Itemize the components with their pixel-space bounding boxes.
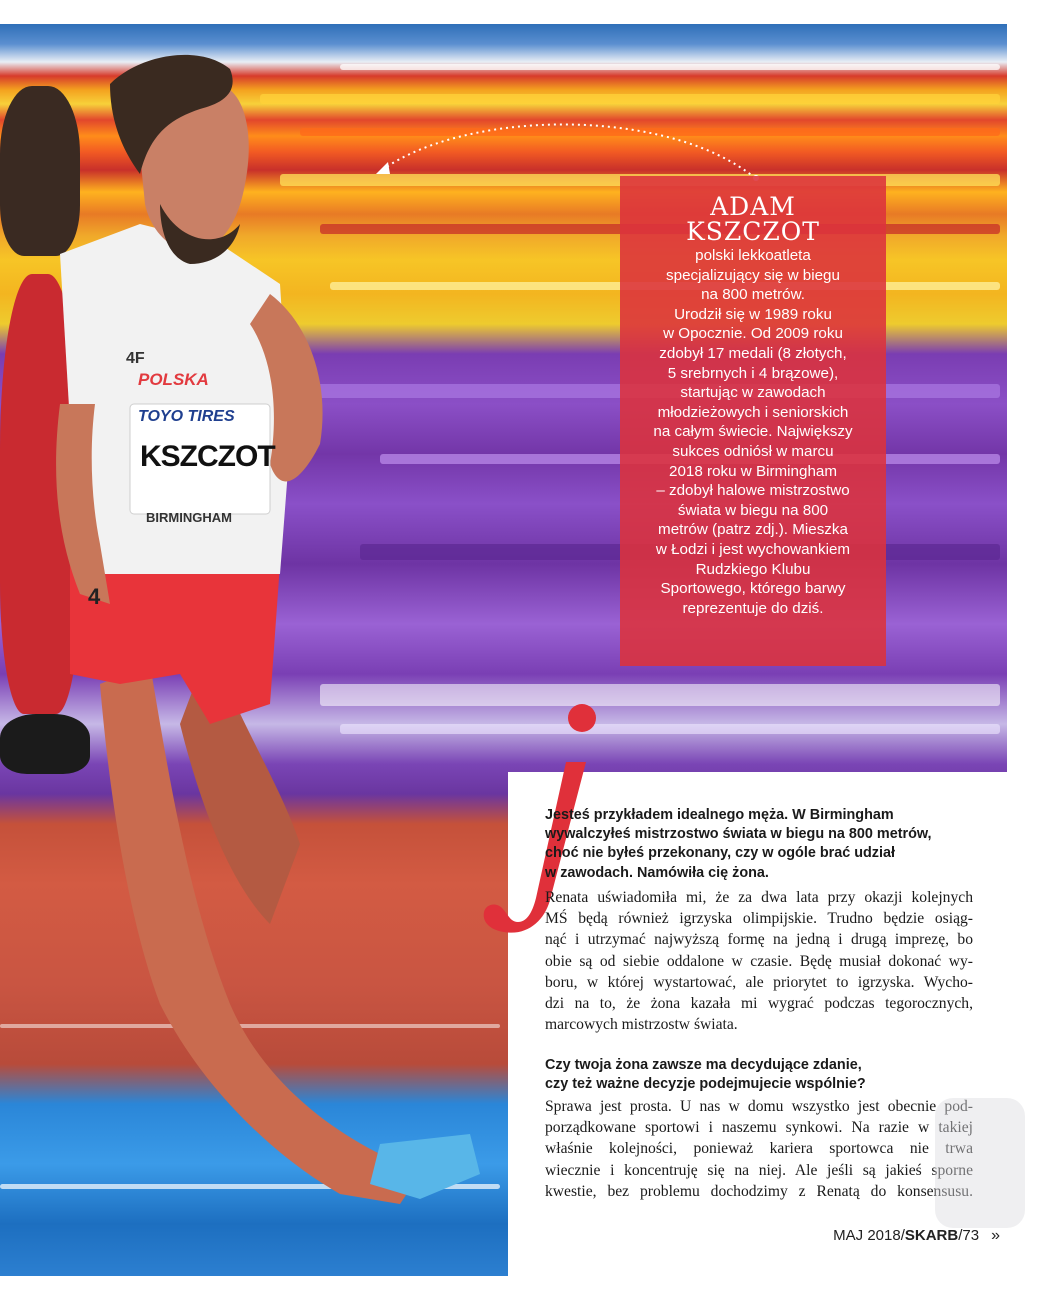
bio-line: w Opocznie. Od 2009 roku (663, 325, 843, 343)
question-line: w zawodach. Namówiła cię żona. (545, 864, 769, 881)
answer-line: obie są od siebie oddalone w czasie. Będę musiał dokonać wy- (545, 952, 973, 970)
bib-location: BIRMINGHAM (146, 510, 232, 525)
question-line: Czy twoja żona zawsze ma decydujące zdanie, (545, 1057, 862, 1073)
bib-athlete-name: KSZCZOT (140, 440, 275, 473)
bio-line: metrów (patrz zdj.). Mieszka (658, 521, 848, 539)
bio-line: startując w zawodach (680, 384, 826, 402)
profile-name-last: KSZCZOT (686, 217, 820, 246)
answer-line: boru, w której wystartować, ale priorytet to igrzyska. Wycho- (545, 973, 973, 991)
bio-line: Sportowego, którego barwy (660, 580, 846, 598)
bio-line: – zdobył halowe mistrzostwo (656, 482, 850, 500)
question-line: czy też ważne decyzje podejmujecie wspólnie? (545, 1076, 866, 1093)
page-footer (833, 1227, 1000, 1245)
shirt-brand-mark: 4F (126, 350, 145, 367)
answer-line: nąć i utrzymać najwyższą formę na jedną i drugą imprezę, bo (545, 931, 973, 949)
bio-line: młodzieżowych i seniorskich (657, 403, 849, 421)
question-line: wywalczyłeś mistrzostwo świata w biegu na 800 metrów, (545, 826, 932, 843)
bio-line: Urodził się w 1989 roku (674, 305, 832, 323)
hip-number: 4 (88, 584, 101, 609)
bio-line: Rudzkiego Klubu (695, 560, 811, 578)
footer-issue: MAJ 2018 (833, 1227, 901, 1244)
bio-line: polski lekkoatleta (695, 247, 811, 264)
shirt-country-text: POLSKA (138, 370, 209, 389)
page-bottom-margin (0, 1276, 1038, 1300)
answer-line: właśnie kolejności, ponieważ kariera sportowca nie trwa (545, 1140, 973, 1158)
bio-line: specjalizujący się w biegu (666, 266, 840, 284)
answer-line: Sprawa jest prosta. U nas w domu wszystko jest obecnie pod- (545, 1098, 973, 1115)
runner-figure (0, 24, 520, 1274)
answer-line: marcowych mistrzostw świata. (545, 1016, 738, 1034)
profile-name-first: ADAM (710, 192, 796, 221)
bio-line: na 800 metrów. (701, 286, 805, 304)
answer-2 (545, 1096, 973, 1202)
bio-line: w Łodzi i jest wychowankiem (655, 540, 851, 558)
answer-line: dzi na to, że żona kazała mi wygrać podczas tegorocznych, (545, 995, 973, 1013)
bio-line: sukces odniósł w marcu (672, 442, 834, 460)
next-page-icon[interactable]: » (991, 1227, 1000, 1244)
athlete-profile-box (620, 176, 886, 666)
footer-separator: / (900, 1227, 905, 1244)
watermark-logo (935, 1098, 1025, 1228)
question-line: Jesteś przykładem idealnego męża. W Birmingham (545, 807, 894, 823)
answer-line: wiecznie i koncentruję się na niej. Ale jeśli są jakieś sporne (545, 1161, 973, 1179)
footer-separator: / (958, 1227, 963, 1244)
answer-line: porządkowane sportowi i naszemu synkowi. Na razie w takiej (545, 1119, 973, 1137)
answer-1 (545, 887, 973, 1035)
bio-line: na całym świecie. Największy (653, 423, 853, 441)
bio-line: 2018 roku w Birmingham (669, 462, 837, 480)
answer-line: MŚ będą również igrzyska olimpijskie. Trudno będzie osiąg- (545, 910, 973, 928)
question-2 (545, 1056, 866, 1094)
profile-bio (634, 246, 872, 618)
answer-line: kwestie, bez problemu dochodzimy z Renatą do konsensusu. (545, 1182, 973, 1200)
footer-brand: SKARB (904, 1227, 959, 1244)
question-line: choć nie byłeś przekonany, czy w ogóle brać udział (545, 845, 896, 862)
bio-line: 5 srebrnych i 4 brązowe), (667, 364, 839, 382)
bio-line: reprezentuje do dziś. (682, 599, 824, 617)
answer-line: Renata uświadomiła mi, że za dwa lata przy okazji kolejnych (545, 889, 973, 906)
bib-sponsor: TOYO TIRES (138, 408, 235, 425)
footer-page-number: 73 (962, 1227, 980, 1244)
bio-line: świata w biegu na 800 (677, 501, 829, 519)
bio-line: zdobył 17 medali (8 złotych, (659, 344, 847, 362)
question-1 (545, 806, 932, 883)
page-top-margin (0, 0, 1038, 24)
